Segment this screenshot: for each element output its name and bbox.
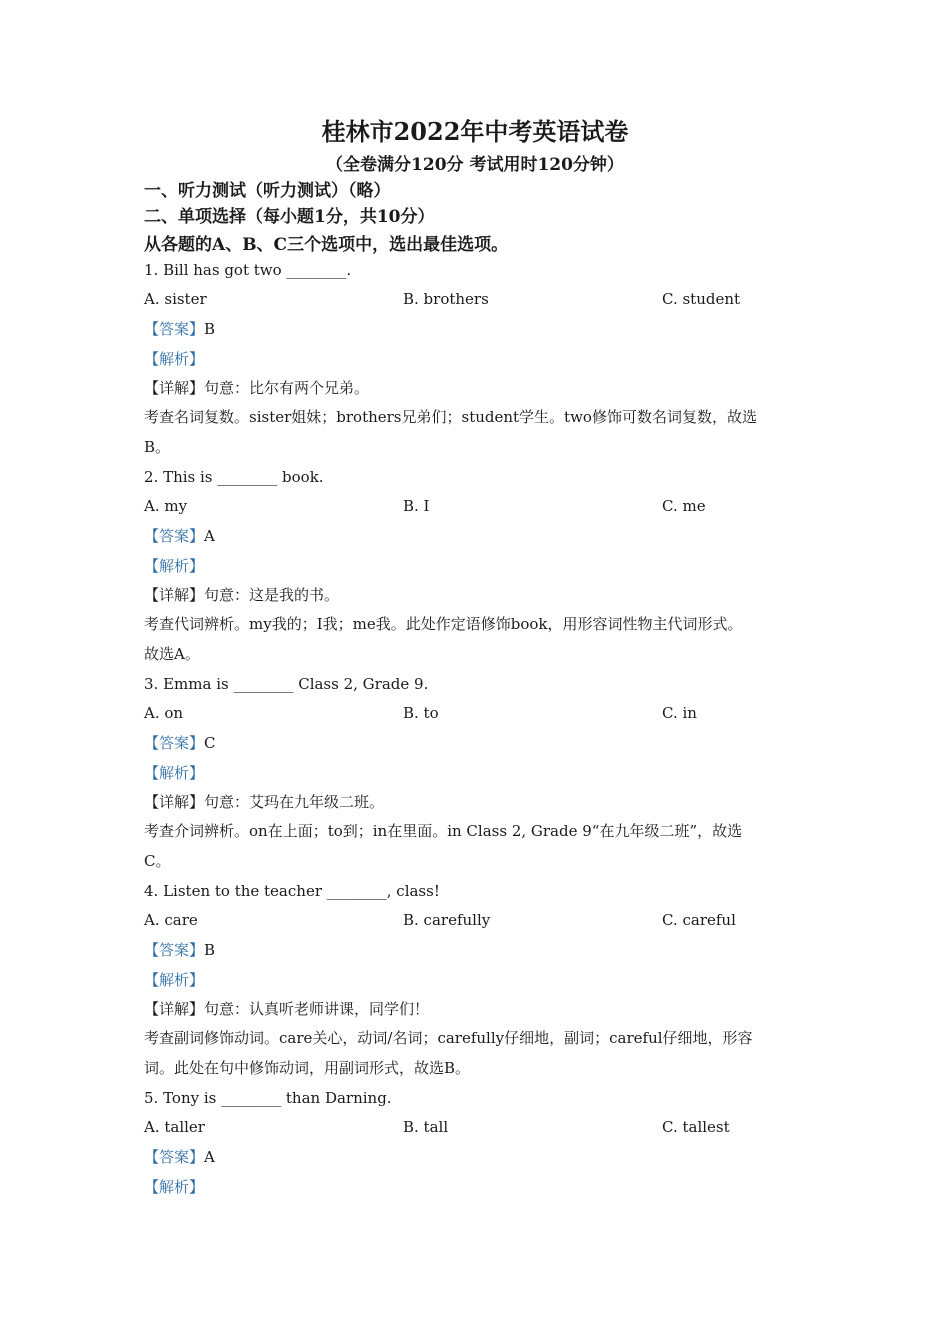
option-c: C. careful xyxy=(662,911,736,929)
analysis-tag: 【解析】 xyxy=(144,971,205,989)
section-heading-choice: 二、单项选择（每小题1分，共10分） xyxy=(144,207,435,227)
option-b: B. carefully xyxy=(403,911,491,929)
question-stem: 3. Emma is ________ Class 2, Grade 9. xyxy=(144,675,429,693)
answer-line xyxy=(144,732,216,754)
option-c: C. in xyxy=(662,704,697,722)
answer-tag: 【答案】 xyxy=(144,941,205,959)
option-b: B. tall xyxy=(403,1118,449,1136)
explanation-line: 考查介词辨析。on在上面；to到；in在里面。in Class 2, Grade 9“在九年级二班”，故选 xyxy=(144,822,743,840)
detail-text: 句意：比尔有两个兄弟。 xyxy=(204,379,370,397)
answer-value: A xyxy=(204,527,215,545)
question-stem: 1. Bill has got two ________. xyxy=(144,261,352,279)
explanation-line: 词。此处在句中修饰动词，用副词形式，故选B。 xyxy=(144,1059,471,1077)
option-b: B. to xyxy=(403,704,439,722)
option-c: C. me xyxy=(662,497,706,515)
answer-tag: 【答案】 xyxy=(144,734,205,752)
section-heading-listening: 一、听力测试（听力测试）（略） xyxy=(144,181,391,201)
answer-value: B xyxy=(204,941,216,959)
question-stem: 4. Listen to the teacher ________, class! xyxy=(144,882,440,900)
analysis-tag: 【解析】 xyxy=(144,764,205,782)
option-b: B. brothers xyxy=(403,290,489,308)
detail-text: 句意：认真听老师讲课，同学们！ xyxy=(204,1000,430,1018)
answer-line xyxy=(144,1146,215,1168)
explanation-line: B。 xyxy=(144,438,171,456)
explanation-line: 故选A。 xyxy=(144,645,200,663)
analysis-tag: 【解析】 xyxy=(144,350,205,368)
detail-line xyxy=(144,791,384,813)
analysis-tag: 【解析】 xyxy=(144,557,205,575)
explanation-line: 考查代词辨析。my我的；I我；me我。此处作定语修饰book，用形容词性物主代词形式。 xyxy=(144,615,743,633)
answer-value: C xyxy=(204,734,216,752)
detail-tag: 【详解】 xyxy=(144,379,205,397)
answer-line xyxy=(144,939,215,961)
answer-line xyxy=(144,525,215,547)
detail-line xyxy=(144,998,429,1020)
answer-tag: 【答案】 xyxy=(144,1148,205,1166)
question-stem: 2. This is ________ book. xyxy=(144,468,324,486)
detail-text: 句意：这是我的书。 xyxy=(204,586,340,604)
section-instruction: 从各题的A、B、C三个选项中，选出最佳选项。 xyxy=(144,235,509,255)
option-b: B. I xyxy=(403,497,430,515)
option-a: A. care xyxy=(144,911,198,929)
detail-line xyxy=(144,584,339,606)
answer-value: A xyxy=(204,1148,215,1166)
answer-line xyxy=(144,318,215,340)
exam-subtitle: （全卷满分120分 考试用时120分钟） xyxy=(326,155,624,175)
detail-tag: 【详解】 xyxy=(144,793,205,811)
explanation-line: 考查副词修饰动词。care关心，动词/名词；carefully仔细地，副词；careful仔细地，形容 xyxy=(144,1029,753,1047)
detail-tag: 【详解】 xyxy=(144,1000,205,1018)
question-stem: 5. Tony is ________ than Darning. xyxy=(144,1089,392,1107)
option-a: A. on xyxy=(144,704,184,722)
answer-tag: 【答案】 xyxy=(144,527,205,545)
analysis-tag: 【解析】 xyxy=(144,1178,205,1196)
option-a: A. my xyxy=(144,497,188,515)
option-c: C. tallest xyxy=(662,1118,730,1136)
explanation-line: 考查名词复数。sister姐妹；brothers兄弟们；student学生。two修饰可数名词复数，故选 xyxy=(144,408,757,426)
option-a: A. taller xyxy=(144,1118,205,1136)
detail-tag: 【详解】 xyxy=(144,586,205,604)
answer-value: B xyxy=(204,320,216,338)
exam-title: 桂林市2022年中考英语试卷 xyxy=(321,117,629,146)
answer-tag: 【答案】 xyxy=(144,320,205,338)
detail-line xyxy=(144,377,369,399)
explanation-line: C。 xyxy=(144,852,171,870)
option-a: A. sister xyxy=(144,290,207,308)
option-c: C. student xyxy=(662,290,741,308)
detail-text: 句意：艾玛在九年级二班。 xyxy=(204,793,385,811)
